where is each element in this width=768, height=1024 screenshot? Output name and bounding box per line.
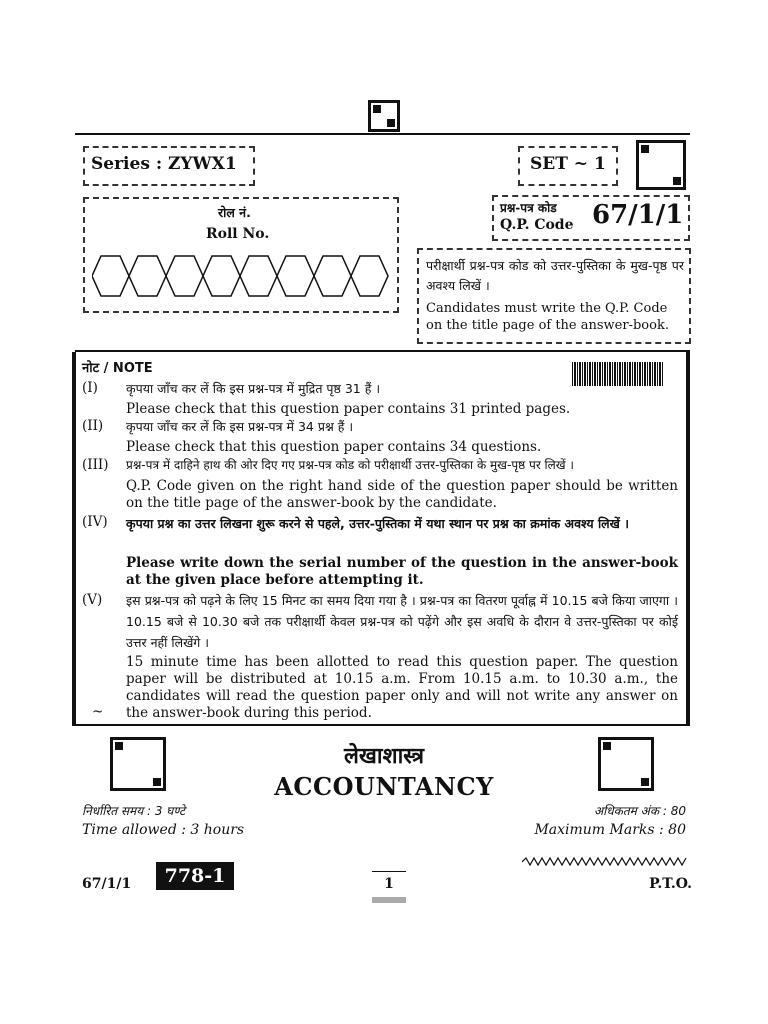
note-item-3-english: Q.P. Code given on the right hand side of the question paper should be written on the title page of the answer-book by the candidate. (126, 478, 678, 511)
max-marks: Maximum Marks : 80 (534, 822, 686, 838)
max-marks-hindi: अधिकतम अंक : 80 (593, 804, 686, 818)
note-bottom-rule (72, 724, 690, 726)
wavy-line (522, 857, 688, 867)
note-item-3-hindi: प्रश्न-पत्र में दाहिने हाथ की ओर दिए गए प्रश्न-पत्र कोड को परीक्षार्थी उत्तर-पुस्तिका के मुख-पृष्ठ पर लिखें । (126, 458, 574, 472)
page-number: 1 (384, 876, 394, 892)
header-top-rule (75, 133, 690, 135)
subject-title-hindi: लेखाशास्त्र (344, 744, 424, 769)
note-item-2-number: (II) (82, 418, 104, 434)
note-title: नोट / NOTE (82, 361, 153, 376)
qp-label-hindi: प्रश्न-पत्र कोड (500, 201, 557, 215)
note-item-1-hindi: कृपया जाँच कर लें कि इस प्रश्न-पत्र में मुद्रित पृष्ठ 31 हैं । (126, 381, 381, 396)
set-qr-code (636, 140, 686, 190)
subject-title: ACCOUNTANCY (274, 772, 494, 801)
page-number-bar (372, 897, 406, 903)
pto-label: P.T.O. (649, 876, 692, 892)
note-item-5-number: (V) (82, 592, 103, 608)
time-allowed-hindi: निर्धारित समय : 3 घण्टे (82, 804, 186, 818)
note-item-4-number: (IV) (82, 514, 108, 530)
note-item-5-hindi: इस प्रश्न-पत्र को पढ़ने के लिए 15 मिनट का समय दिया गया है । प्रश्न-पत्र का वितरण पूर्वाह्न में 10.15 बजे किया जाएगा । 10.15 बजे से 10.30 बजे तक परीक्षार्थी केवल प्रश्न-पत्र को पढ़ेंगे और इस अवधि के दौरान वे उत्तर-पुस्तिका पर कोई उत्तर नहीं लिखेंगे । (126, 593, 678, 650)
note-item-2-english: Please check that this question paper contains 34 questions. (126, 439, 542, 455)
qp-code: 67/1/1 (592, 200, 684, 230)
roll-label-hindi: रोल नं. (218, 205, 251, 220)
series-label: Series : ZYWX1 (91, 154, 237, 174)
roll-number-hexagon-grid (92, 254, 392, 300)
note-right-border (686, 352, 690, 724)
qp-label: Q.P. Code (500, 217, 574, 233)
note-left-border (72, 352, 76, 724)
roll-label: Roll No. (206, 226, 270, 242)
footer-qp-code: 67/1/1 (82, 876, 132, 892)
note-item-5-english: 15 minute time has been allotted to read this question paper. The question paper will be distributed at 10.15 a.m. From 10.15 a.m. to 10.30 a.m., the candidates will read the question paper only and will not write any answer on the answer-book during this period. (126, 654, 678, 721)
note-top-rule (75, 350, 690, 352)
note-item-3-number: (III) (82, 457, 109, 473)
note-tilde: ~ (92, 704, 104, 720)
note-item-1-english: Please check that this question paper contains 31 printed pages. (126, 401, 571, 417)
note-item-2-hindi: कृपया जाँच कर लें कि इस प्रश्न-पत्र में 34 प्रश्न हैं । (126, 419, 354, 434)
footer-badge: 778-1 (156, 862, 234, 890)
candidate-instruction-english: Candidates must write the Q.P. Code on the title page of the answer-book. (426, 301, 669, 333)
set-label: SET ~ 1 (530, 154, 606, 174)
note-item-1-number: (I) (82, 380, 98, 396)
time-allowed: Time allowed : 3 hours (82, 822, 245, 838)
top-qr-code (368, 100, 400, 132)
note-item-4-hindi: कृपया प्रश्न का उत्तर लिखना शुरू करने से पहले, उत्तर-पुस्तिका में यथा स्थान पर प्रश्न का क्रमांक अवश्य लिखें । (126, 516, 629, 531)
note-item-4-english: Please write down the serial number of the question in the answer-book at the given place before attempting it. (126, 555, 678, 588)
page-number-rule (372, 871, 406, 872)
candidate-instruction-hindi: परीक्षार्थी प्रश्न-पत्र कोड को उत्तर-पुस्तिका के मुख-पृष्ठ पर अवश्य लिखें । (426, 258, 684, 293)
